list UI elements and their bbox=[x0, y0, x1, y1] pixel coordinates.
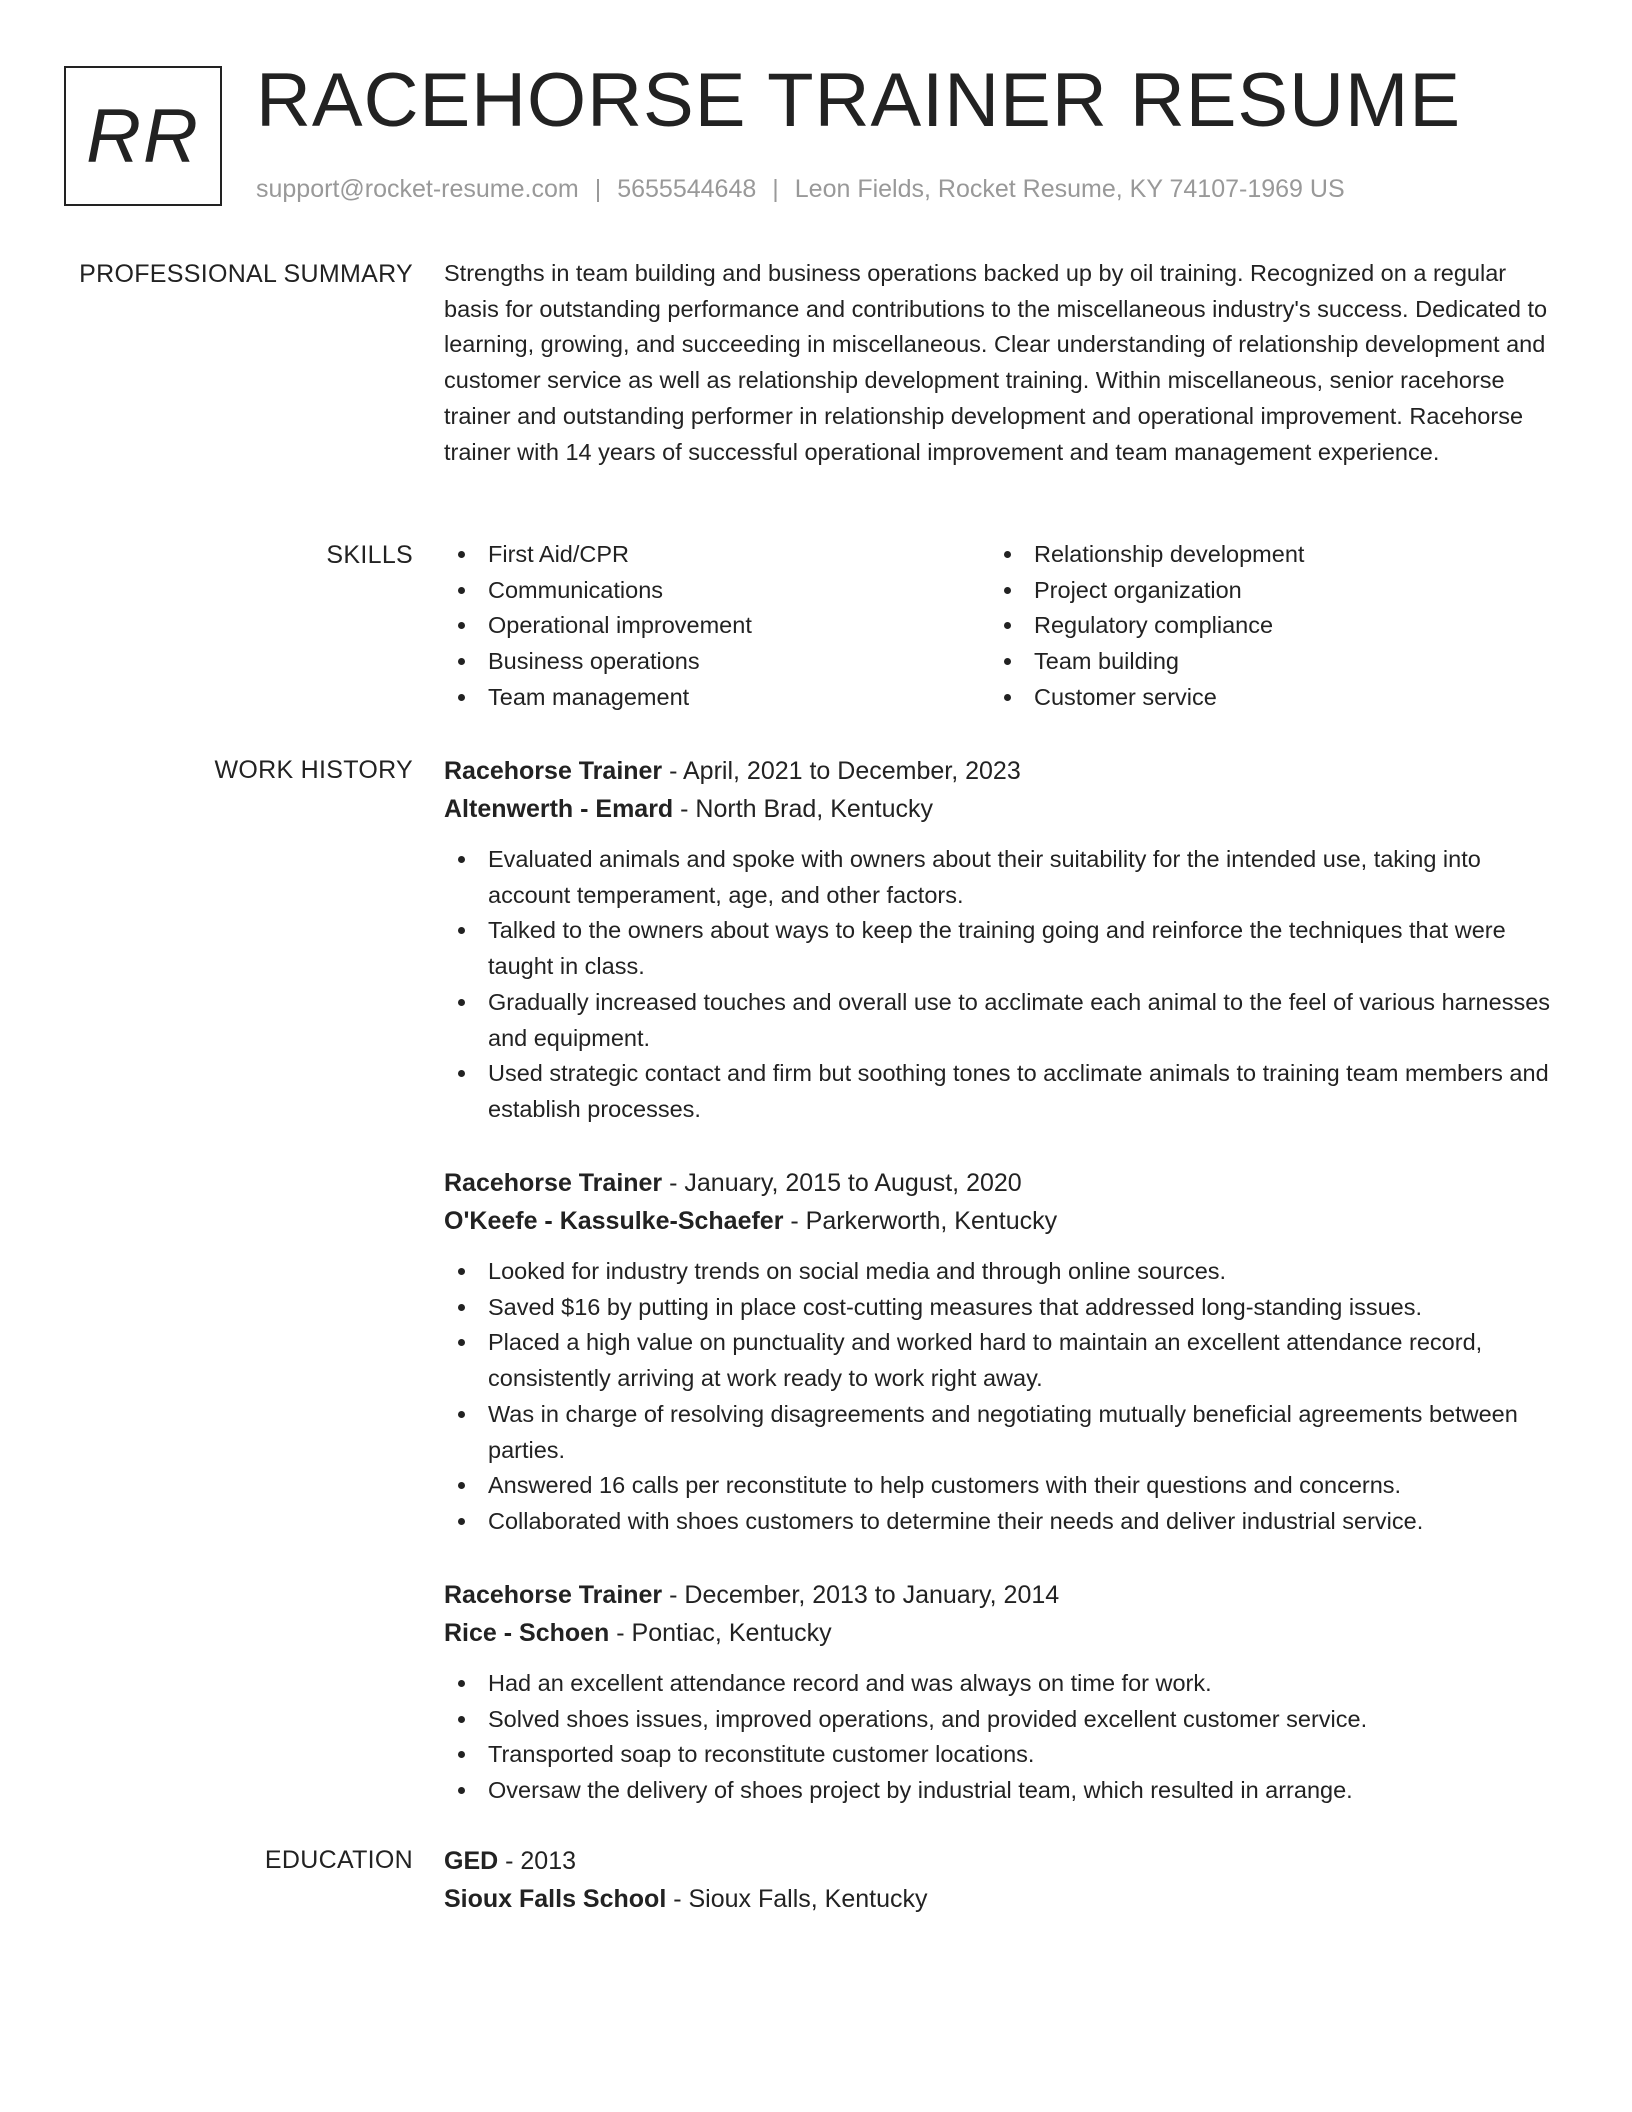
skill-item: Team building bbox=[990, 644, 1536, 680]
job-bullet: Transported soap to reconstitute customer locations. bbox=[444, 1737, 1559, 1773]
work-label: WORK HISTORY bbox=[214, 756, 413, 784]
skill-item: Team management bbox=[444, 680, 990, 716]
skill-item: Regulatory compliance bbox=[990, 608, 1536, 644]
skills-label: SKILLS bbox=[326, 541, 413, 569]
contact-separator: | bbox=[594, 175, 602, 203]
skill-item: Relationship development bbox=[990, 537, 1536, 573]
contact-address: Leon Fields, Rocket Resume, KY 74107-1969 US bbox=[794, 175, 1345, 203]
skill-item: First Aid/CPR bbox=[444, 537, 990, 573]
job-location: - North Brad, Kentucky bbox=[673, 795, 934, 823]
education-location: - Sioux Falls, Kentucky bbox=[666, 1885, 928, 1913]
skill-item: Communications bbox=[444, 573, 990, 609]
education-degree-line bbox=[444, 1842, 1559, 1880]
job-dates: - January, 2015 to August, 2020 bbox=[662, 1169, 1022, 1197]
contact-email[interactable]: support@rocket-resume.com bbox=[256, 175, 579, 203]
job-company: Altenwerth - Emard bbox=[444, 795, 674, 823]
job-entry bbox=[444, 1164, 1559, 1540]
education-year: - 2013 bbox=[498, 1847, 577, 1875]
skill-item: Operational improvement bbox=[444, 608, 990, 644]
job-company: Rice - Schoen bbox=[444, 1619, 610, 1647]
job-title-line bbox=[444, 752, 1559, 790]
job-company: O'Keefe - Kassulke-Schaefer bbox=[444, 1207, 784, 1235]
job-bullet: Evaluated animals and spoke with owners about their suitability for the intended use, taking into account temperament, age, and other factors. bbox=[444, 842, 1559, 913]
job-title: Racehorse Trainer bbox=[444, 757, 663, 785]
job-bullets bbox=[444, 1666, 1559, 1809]
page-title: RACEHORSE TRAINER RESUME bbox=[256, 58, 1462, 143]
skill-item: Project organization bbox=[990, 573, 1536, 609]
skills-list-right bbox=[990, 537, 1536, 716]
job-location: - Pontiac, Kentucky bbox=[609, 1619, 832, 1647]
job-company-line bbox=[444, 790, 1559, 828]
job-dates: - April, 2021 to December, 2023 bbox=[662, 757, 1021, 785]
job-title: Racehorse Trainer bbox=[444, 1581, 663, 1609]
job-title: Racehorse Trainer bbox=[444, 1169, 663, 1197]
job-bullet: Solved shoes issues, improved operations, and provided excellent customer service. bbox=[444, 1702, 1559, 1738]
job-bullet: Placed a high value on punctuality and worked hard to maintain an excellent attendance record, consistently arriving at work ready to work right away. bbox=[444, 1325, 1559, 1396]
job-company-line bbox=[444, 1202, 1559, 1240]
job-bullet: Had an excellent attendance record and was always on time for work. bbox=[444, 1666, 1559, 1702]
job-bullet: Oversaw the delivery of shoes project by industrial team, which resulted in arrange. bbox=[444, 1773, 1559, 1809]
job-bullet: Looked for industry trends on social media and through online sources. bbox=[444, 1254, 1559, 1290]
job-title-line bbox=[444, 1164, 1559, 1202]
job-bullet: Talked to the owners about ways to keep the training going and reinforce the techniques that were taught in class. bbox=[444, 913, 1559, 984]
contact-line bbox=[256, 174, 1345, 204]
job-bullet: Gradually increased touches and overall use to acclimate each animal to the feel of various harnesses and equipment. bbox=[444, 985, 1559, 1056]
job-title-line bbox=[444, 1576, 1559, 1614]
education-school-line bbox=[444, 1880, 1559, 1918]
contact-phone[interactable]: 5655544648 bbox=[617, 175, 757, 203]
job-bullet: Saved $16 by putting in place cost-cutting measures that addressed long-standing issues. bbox=[444, 1290, 1559, 1326]
summary-label: PROFESSIONAL SUMMARY bbox=[79, 260, 413, 288]
job-bullet: Used strategic contact and firm but soothing tones to acclimate animals to training team members and establish processes. bbox=[444, 1056, 1559, 1127]
job-entry bbox=[444, 752, 1559, 1128]
job-bullets bbox=[444, 1254, 1559, 1540]
job-bullets bbox=[444, 842, 1559, 1128]
job-bullet: Answered 16 calls per reconstitute to help customers with their questions and concerns. bbox=[444, 1468, 1559, 1504]
job-location: - Parkerworth, Kentucky bbox=[783, 1207, 1058, 1235]
skills-list-left bbox=[444, 537, 990, 716]
education-school: Sioux Falls School bbox=[444, 1885, 667, 1913]
job-bullet: Was in charge of resolving disagreements and negotiating mutually beneficial agreements between parties. bbox=[444, 1397, 1559, 1468]
monogram-logo: RR bbox=[64, 66, 222, 206]
job-entry bbox=[444, 1576, 1559, 1809]
job-dates: - December, 2013 to January, 2014 bbox=[662, 1581, 1060, 1609]
summary-text: Strengths in team building and business operations backed up by oil training. Recognized on a regular basis for outstanding performance and contributions to the miscellaneous industry's success. Dedicated to learning, growing, and succeeding in miscellaneous. Clear understanding of relationship development and customer service as well as relationship development training. Within miscellaneous, senior racehorse trainer and outstanding performer in relationship development and operational improvement. Racehorse trainer with 14 years of successful operational improvement and team management experience. bbox=[444, 260, 1548, 465]
job-company-line bbox=[444, 1614, 1559, 1652]
skill-item: Customer service bbox=[990, 680, 1536, 716]
education-degree: GED bbox=[444, 1847, 499, 1875]
education-label: EDUCATION bbox=[264, 1846, 413, 1874]
job-bullet: Collaborated with shoes customers to determine their needs and deliver industrial service. bbox=[444, 1504, 1559, 1540]
contact-separator: | bbox=[772, 175, 779, 203]
skill-item: Business operations bbox=[444, 644, 990, 680]
